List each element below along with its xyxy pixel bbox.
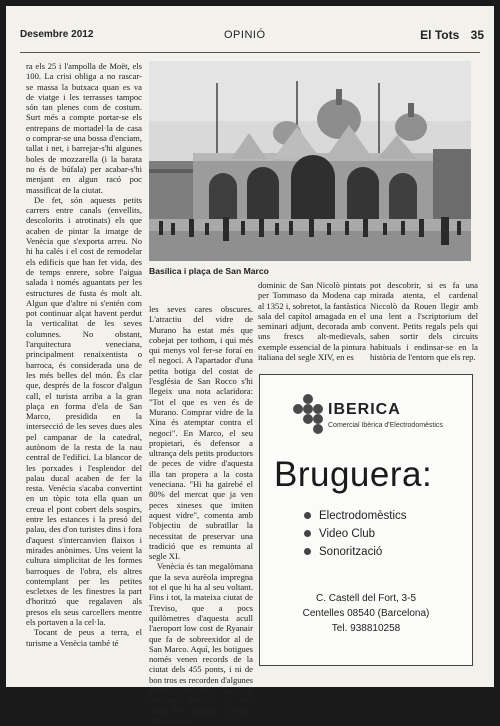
service-item: [304, 525, 407, 543]
company-name: IBERICA: [328, 401, 401, 418]
basilica-photo: [149, 61, 471, 261]
issue-date: Desembre 2012: [20, 29, 94, 40]
paragraph: ra els 25 i l'ampolla de Moët, els 100. La crisi obliga a no rascar-se massa la butxaca quan es va de viatge i les terrasses tampoc són tan plenes com de costum. Surt més a compte portar-se els entrepans de mortadel·la de casa o comprar-se una bossa d'enciam, tallat i net, i barrejar-s'hi algunes boles de mozzarella (i la barata no és de búfala) per acabar-s'hi menjant en algun racó poc massificat de la ciutat.: [26, 61, 142, 195]
phone-number: Tel. 938810258: [331, 623, 401, 634]
publication-block: [412, 28, 484, 42]
service-label: Sonorització: [319, 546, 383, 558]
article-column-1: [26, 61, 142, 676]
street-address: C. Castell del Fort, 3-5: [315, 593, 417, 604]
article-column-2: [149, 304, 253, 726]
service-item: [304, 543, 407, 561]
bullet-icon: [304, 530, 311, 537]
city-address: Centelles 08540 (Barcelona): [302, 608, 430, 619]
services-list: [304, 507, 407, 561]
paragraph: les seves cares obscures. L'atractiu del vidre de Murano ha estat més que cobejat per tothom, i qui més qui menys vol fer-se foraí en el negoci. A l'apartador d'una petita botiga del costat de l'església de San Rocco s'hi llegeix una nota aclaridora: "Tot el que es ven és de Murano. Comprar vidre de la Xina és atemptar contra el negoci". En Marco, el seu propietari, és defensor a ultrança dels petits productors de peces de vidre d'aquesta illa tan propera a la costa veneciana. "Hi ha gairebé el 80% del mercat que ja ven peces xineses que imiten aquest vidre", comenta amb l'objectiu de subratllar la necessitat de preservar una tradició que es remunta al segle XI.: [149, 304, 253, 562]
brand-name: Bruguera:: [274, 455, 433, 494]
contact-block: [260, 591, 472, 636]
page-number: 35: [470, 28, 484, 42]
paragraph: dominic de San Nicolò pintats per Tommaso da Modena cap al 1352 i, sobretot, la fantàstica sala del capítol amagada en el seminari adjunt, decorada amb uns frescs alt-medievals, exemple essencial de la pintura italiana del segle XIV, en es: [258, 280, 366, 363]
advertisement: [259, 374, 473, 666]
basilica-illustration: [149, 61, 471, 261]
service-item: [304, 507, 407, 525]
bullet-icon: [304, 548, 311, 555]
paragraph: pot descobrir, si es fa una mirada atenta, el cardenal Niccolò da Rouen llegir amb una lent a l'scriptorium del convent. Petits regals pels qui saben sortir dels circuits habituals i endinsar-se en la història de l'entorn que els rep.: [370, 280, 478, 363]
company-subtitle: Comercial Ibèrica d'Electrodomèstics: [328, 422, 443, 429]
paragraph: De fet, són aquests petits carrers entre canals (envellits, descolorits i atrotinats) els que acaben de pintar la imatge de Venècia que s'exporta arreu. No hi ha calés i el cost de remodelar els edificis que han fet vida, des de temps enrere, sobre l'aigua salada i només aguantats per les estructures de fusta és molt alt. Algun que d'altre ni s'entén com pot continuar alçat havent perdut la verticalitat de les seves columnes. No obstant, l'arquitectura veneciana, principalment renaixentista o barroca, és considerada una de les més belles del món. És clar que, després de la foscor d'algun call, el turista arriba a la gran plaça en forma d'ela de San Marco, presidida en la intersecció de les seves dues ales pel campanar de la catedral, autònom de la resta de la nau central de l'edifici. La blancor de les porxades i l'esplendor del palau ducal acaben de fer la resta. Venècia s'acaba convertint en un tòpic tota ella quan un creua el pont cobert dels sospirs, entre les estances i la presó del palau, des d'on turistes dins i fora d'aquest s'intercanvien flaixos i mirades anònimes. Uns veient la cultura simplicitat de les formes barroques de l'obra, els altres contemplant per les petites escletxes de les finestres la part d'horitzó que regalaven als presos els seus carcellers mentre els portaven a la cel·la.: [26, 194, 142, 628]
bullet-icon: [304, 512, 311, 519]
page-header: [16, 26, 484, 48]
paragraph: Tocant de peus a terra, el turisme a Venècia també té: [26, 627, 142, 648]
section-title: OPINIÓ: [224, 29, 266, 41]
header-rule: [20, 52, 480, 53]
service-label: Video Club: [319, 528, 376, 540]
newspaper-page: [6, 6, 494, 726]
publication-name: El Tots: [420, 28, 460, 42]
paragraph: Venècia és tan megalòmana que la seva aurèola impregna tot el que hi ha al seu voltant. Fins i tot, la mateixa ciutat de Treviso, que a pocs quilòmetres d'aquesta acull l'aeroport low cost de Ryanair que fa de sobreexidor al de San Marco. Aquí, les botigues només venen records de la ciutat dels 455 ponts, i ni de bon tros es recorden d'algunes petites meravelles que els trevisane tenen a la seva ciutat. Per exemple, els frescs del convent: [149, 561, 253, 726]
photo-caption: Basílica i plaça de San Marco: [149, 266, 269, 276]
service-label: Electrodomèstics: [319, 510, 407, 522]
